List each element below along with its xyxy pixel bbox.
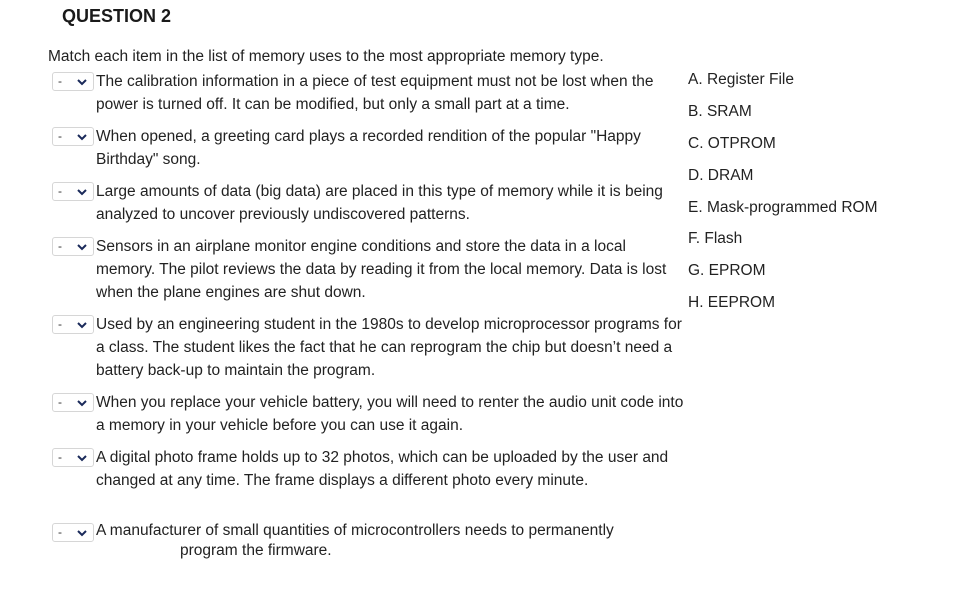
chevron-down-icon	[76, 397, 88, 409]
answer-option: B. SRAM	[688, 103, 752, 120]
item-text: Used by an engineering student in the 1980s to develop microprocessor programs for a class. The student likes the fact that he can reprogram the chip but doesn’t need a battery back-up to maintain the program.	[96, 316, 682, 379]
answer-option: C. OTPROM	[688, 135, 776, 152]
item-text: When opened, a greeting card plays a recorded rendition of the popular "Happy Birthday" song.	[96, 128, 641, 168]
question-instruction: Match each item in the list of memory uses to the most appropriate memory type.	[48, 48, 604, 65]
answer-option: E. Mask-programmed ROM	[688, 199, 878, 216]
item-text: A digital photo frame holds up to 32 photos, which can be uploaded by the user and changed at any time. The frame displays a different photo every minute.	[96, 449, 669, 489]
item-text	[96, 521, 686, 561]
answer-option: D. DRAM	[688, 167, 754, 184]
chevron-down-icon	[76, 527, 88, 539]
select-value: -	[58, 129, 62, 143]
item-text: Large amounts of data (big data) are placed in this type of memory while it is being analyzed to uncover previously undiscovered patterns.	[96, 183, 663, 223]
select-value: -	[58, 317, 62, 331]
select-value: -	[58, 525, 62, 539]
item-text-line: A manufacturer of small quantities of microcontrollers needs to permanently	[96, 522, 614, 539]
match-select[interactable]	[52, 393, 94, 412]
select-value: -	[58, 450, 62, 464]
chevron-down-icon	[76, 241, 88, 253]
answer-option: G. EPROM	[688, 262, 766, 279]
match-select[interactable]	[52, 182, 94, 201]
select-value: -	[58, 74, 62, 88]
chevron-down-icon	[76, 319, 88, 331]
chevron-down-icon	[76, 186, 88, 198]
select-value: -	[58, 395, 62, 409]
answer-option: H. EEPROM	[688, 294, 775, 311]
item-text-line: program the firmware.	[180, 542, 332, 559]
select-value: -	[58, 184, 62, 198]
chevron-down-icon	[76, 131, 88, 143]
match-select[interactable]	[52, 315, 94, 334]
select-value: -	[58, 239, 62, 253]
match-select[interactable]	[52, 72, 94, 91]
match-select[interactable]	[52, 448, 94, 467]
answer-option: F. Flash	[688, 230, 743, 247]
match-select[interactable]	[52, 237, 94, 256]
match-select[interactable]	[52, 523, 94, 542]
chevron-down-icon	[76, 76, 88, 88]
item-text: The calibration information in a piece of test equipment must not be lost when the power is turned off. It can be modified, but only a small part at a time.	[96, 73, 654, 113]
item-text: Sensors in an airplane monitor engine conditions and store the data in a local memory. The pilot reviews the data by reading it from the local memory. Data is lost when the plane engines are shut down.	[96, 238, 667, 301]
match-select[interactable]	[52, 127, 94, 146]
answer-option: A. Register File	[688, 71, 794, 88]
item-text: When you replace your vehicle battery, you will need to renter the audio unit code into a memory in your vehicle before you can use it again.	[96, 394, 684, 434]
question-title: QUESTION 2	[62, 6, 172, 26]
chevron-down-icon	[76, 452, 88, 464]
